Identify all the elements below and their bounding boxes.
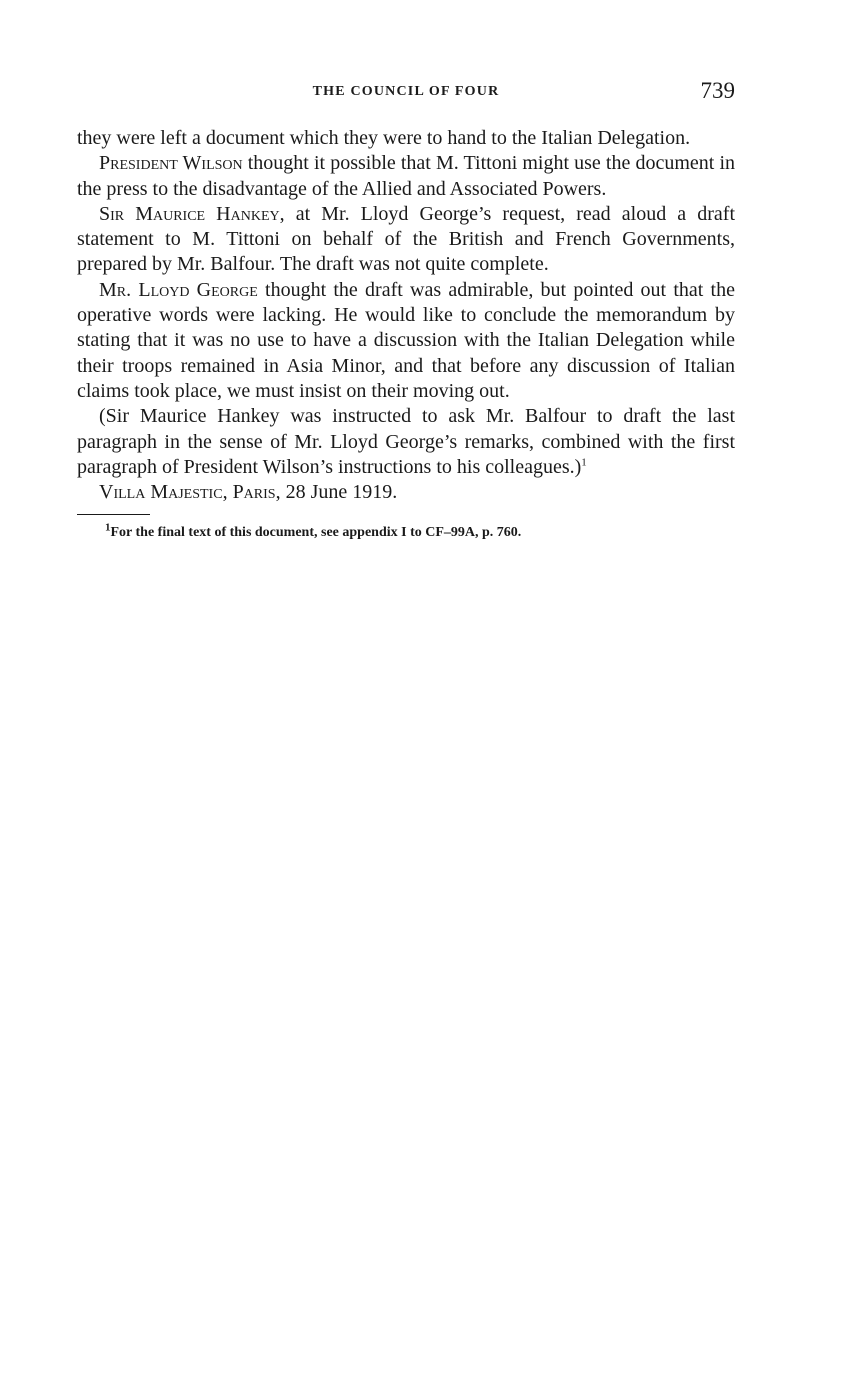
paragraph-text: (Sir Maurice Hankey was instructed to ask Mr. Balfour to draft the last paragraph in the sense of Mr. Lloyd George’s remarks, combined with the first paragraph of President Wilson’s instructions to his colleagues.) [77, 405, 735, 478]
paragraph-text: , at Mr. Lloyd George’s request, read aloud a draft statement to M. Tittoni on behalf of the British and French Governments, prepared by Mr. Balfour. The draft was not quite complete. [77, 202, 735, 276]
speaker-name: President Wilson [99, 152, 243, 175]
footnote-reference: 1 [581, 456, 587, 469]
page-number: 739 [700, 78, 735, 103]
place-separator: , [222, 481, 233, 504]
page-header [77, 78, 735, 110]
place-villa: Villa Majestic [99, 481, 223, 504]
place-date-line [77, 480, 735, 505]
paragraph-continuation [77, 126, 735, 151]
paragraph-instruction [77, 404, 735, 480]
document-page [77, 78, 735, 542]
footnote [77, 521, 735, 542]
paragraph-hankey [77, 202, 735, 278]
paragraph-text: thought the draft was admirable, but pointed out that the operative words were lacking. He would like to conclude the memorandum by stating that it was no use to have a discussion with the Italian Delegation while their troops remained in Asia Minor, and that before any discussion of Italian claims took place, we must insist on their moving out. [77, 278, 735, 402]
speaker-name: Mr. Lloyd George [99, 278, 258, 301]
body-text [77, 126, 735, 505]
footnote-text: For the final text of this document, see appendix I to CF–99A, p. 760. [110, 525, 522, 541]
place-city: Paris [232, 481, 276, 504]
paragraph-text: they were left a document which they were to hand to the Italian Delegation. [77, 127, 691, 149]
paragraph-lloyd-george [77, 278, 735, 404]
speaker-name: Sir Maurice Hankey [99, 202, 280, 225]
footnote-divider [77, 514, 150, 515]
paragraph-wilson [77, 151, 735, 202]
footnote-marker: 1 [105, 521, 111, 534]
running-head: THE COUNCIL OF FOUR [312, 84, 500, 99]
date-text: , 28 June 1919. [275, 481, 398, 504]
paragraph-text: thought it possible that M. Tittoni might use the document in the press to the disadvantage of the Allied and Associated Powers. [77, 152, 735, 200]
